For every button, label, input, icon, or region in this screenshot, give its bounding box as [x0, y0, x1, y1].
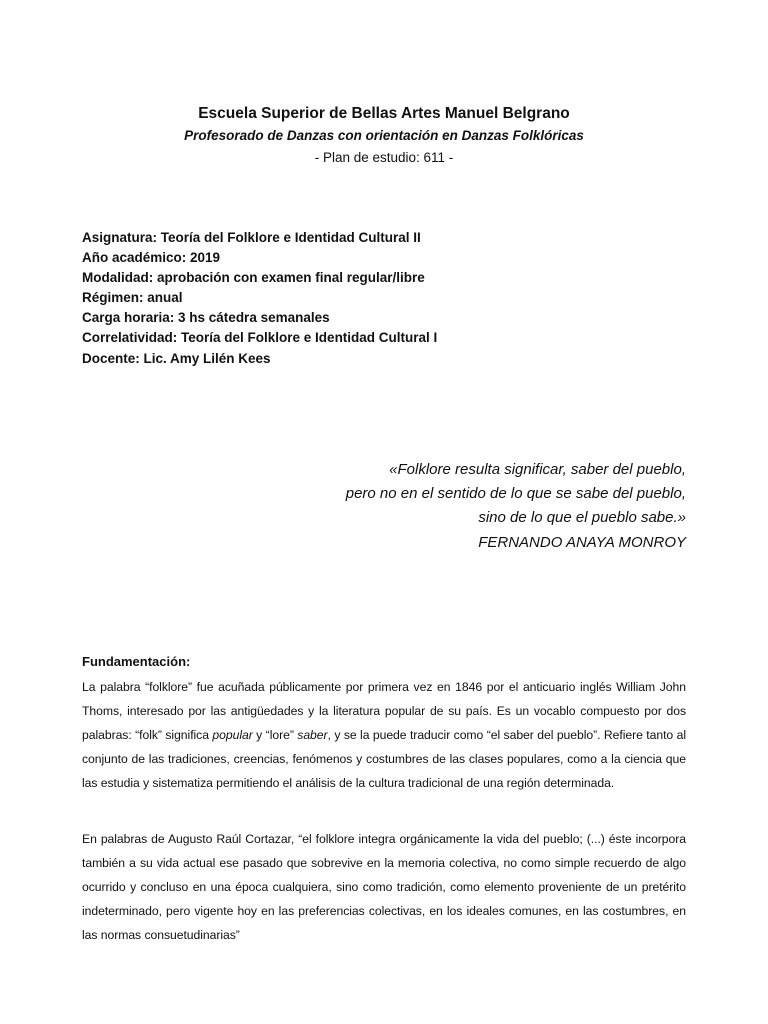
quote-line-3: sino de lo que el pueblo sabe.» [478, 509, 686, 527]
epigraph-quote [126, 458, 686, 555]
paragraph-1-text-c: , y se la puede traducir como “el saber del pueblo”. Refiere tanto al conjunto de las tradiciones, creencias, fenómenos y costumbres de las clases populares, como a la ciencia que las estudia y sistematiza permitiendo el análisis de la cultura tradicional de una región determinada. [82, 728, 686, 791]
paragraph-1-italic-saber: saber [297, 728, 328, 743]
document-header [0, 103, 768, 169]
quote-author: FERNANDO ANAYA MONROY [478, 533, 686, 551]
quote-line-1: «Folklore resulta significar, saber del pueblo, [389, 461, 686, 478]
info-asignatura: Asignatura: Teoría del Folklore e Identidad Cultural II [82, 230, 421, 245]
section-title-fundamentacion: Fundamentación: [82, 654, 191, 669]
course-info [82, 228, 682, 369]
school-name: Escuela Superior de Bellas Artes Manuel Belgrano [198, 105, 570, 122]
paragraph-1-text-a: La palabra “folklore” fue acuñada públicamente por primera vez en 1846 por el anticuario inglés William John Thoms, interesado por las antigüedades y la literatura popular de su país. Es un vocablo compuesto por dos palabras: “folk” significa [82, 680, 686, 743]
study-plan: - Plan de estudio: 611 - [314, 150, 454, 165]
info-regimen: Régimen: anual [82, 290, 183, 306]
info-correlatividad: Correlatividad: Teoría del Folklore e Identidad Cultural I [82, 330, 438, 346]
info-carga: Carga horaria: 3 hs cátedra semanales [82, 310, 330, 326]
paragraph-1-italic-popular: popular [212, 728, 253, 743]
info-docente: Docente: Lic. Amy Lilén Kees [82, 350, 271, 366]
quote-line-2: pero no en el sentido de lo que se sabe del pueblo, [345, 485, 686, 503]
info-anio: Año académico: 2019 [82, 250, 221, 266]
program-name: Profesorado de Danzas con orientación en Danzas Folklóricas [184, 128, 584, 143]
info-modalidad: Modalidad: aprobación con examen final regular/libre [82, 270, 425, 286]
paragraph-1 [82, 675, 686, 795]
paragraph-1-text-b: y “lore” [252, 728, 298, 743]
paragraph-2: En palabras de Augusto Raúl Cortazar, “el folklore integra orgánicamente la vida del pueblo; (...) éste incorpora también a su vida actual ese pasado que sobrevive en la memoria colectiva, no como simple recuerdo de algo ocurrido y concluso en una época cualquiera, sino como tradición, como elemento proveniente de un pretérito indeterminado, pero vigente hoy en las preferencias colectivas, en los ideales comunes, en las costumbres, en las normas consuetudinarias” [82, 832, 686, 943]
